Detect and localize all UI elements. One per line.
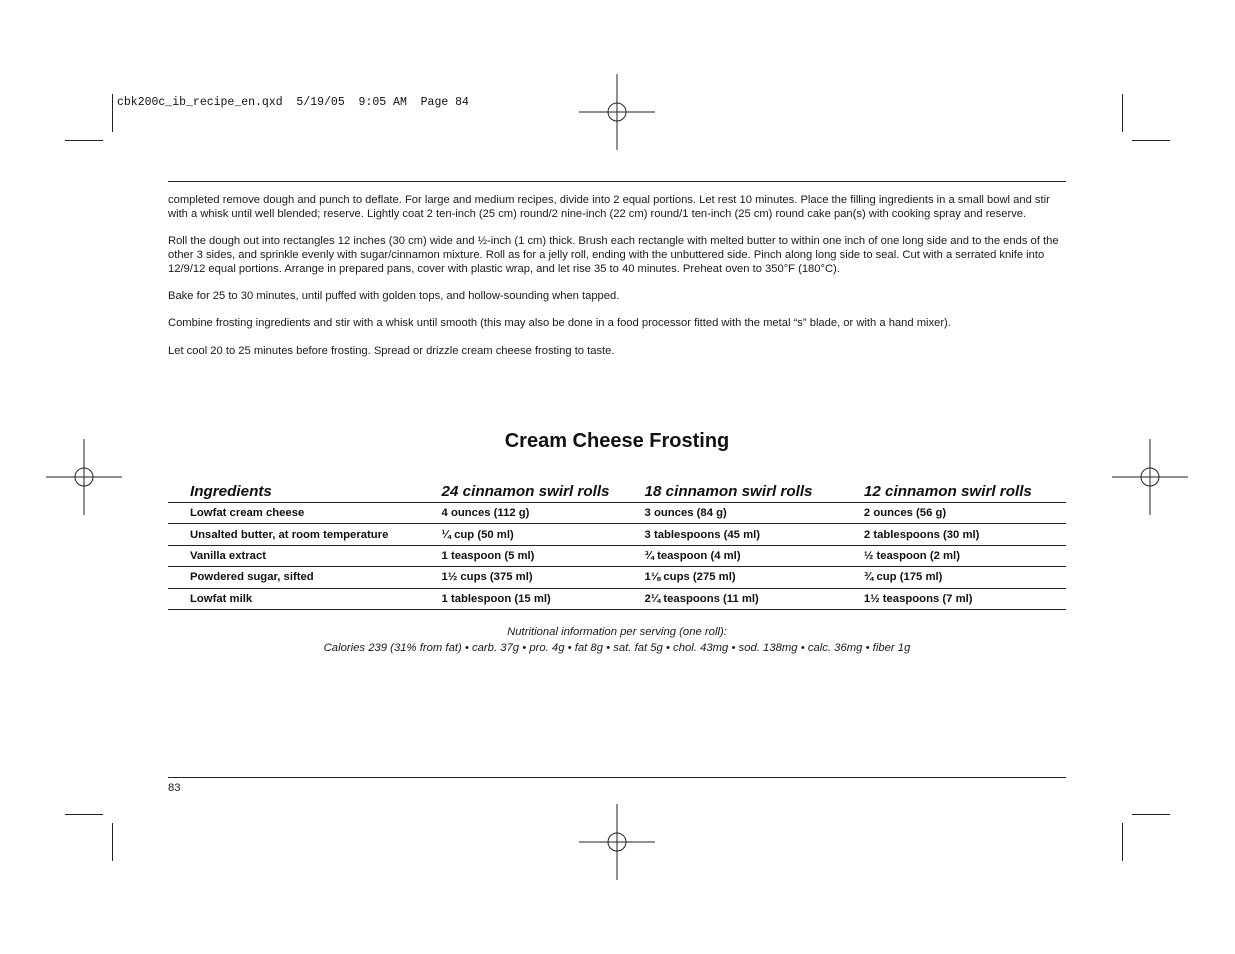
column-header: Ingredients: [168, 478, 442, 503]
table-header-row: [168, 478, 1066, 503]
instruction-paragraph: completed remove dough and punch to deflate. For large and medium recipes, divide into 2 equal portions. Let rest 10 minutes. Place the filling ingredients in a small bowl and stir with a whisk until well blended; reserve. Lightly coat 2 ten-inch (25 cm) round/2 nine-inch (22 cm) round/1 ten-inch (25 cm) round cake pan(s) with cooking spray and reserve.: [168, 194, 1050, 220]
registration-mark-bottom: [579, 804, 655, 880]
amount-12: ¾ cup (175 ml): [864, 567, 1066, 588]
ingredient-name: Unsalted butter, at room temperature: [168, 524, 442, 545]
amount-24: 4 ounces (112 g): [442, 503, 645, 524]
footer-rule: [168, 777, 1066, 778]
amount-12: 2 tablespoons (30 ml): [864, 524, 1066, 545]
ingredient-name: Lowfat cream cheese: [168, 503, 442, 524]
registration-mark-right: [1112, 439, 1188, 515]
amount-12: 2 ounces (56 g): [864, 503, 1066, 524]
ingredient-name: Lowfat milk: [168, 588, 442, 609]
registration-mark-left: [46, 439, 122, 515]
amount-18: 3 tablespoons (45 ml): [645, 524, 864, 545]
amount-18: 2¼ teaspoons (11 ml): [645, 588, 864, 609]
table-row: [168, 545, 1066, 566]
amount-24: ¼ cup (50 ml): [442, 524, 645, 545]
amount-12: ½ teaspoon (2 ml): [864, 545, 1066, 566]
table-row: [168, 503, 1066, 524]
instruction-paragraph: Combine frosting ingredients and stir with a whisk until smooth (this may also be done in a food processor fitted with the metal “s” blade, or with a hand mixer).: [168, 317, 951, 330]
ingredient-name: Powdered sugar, sifted: [168, 567, 442, 588]
nutrition-info: [168, 624, 1066, 656]
page-number: 83: [168, 782, 181, 794]
table-row: [168, 567, 1066, 588]
recipe-instructions: [168, 194, 1068, 372]
registration-mark-top: [579, 74, 655, 150]
amount-18: 1⅛ cups (275 ml): [645, 567, 864, 588]
amount-24: 1 teaspoon (5 ml): [442, 545, 645, 566]
nutrition-title: Nutritional information per serving (one roll):: [507, 626, 727, 638]
amount-18: 3 ounces (84 g): [645, 503, 864, 524]
amount-24: 1 tablespoon (15 ml): [442, 588, 645, 609]
instruction-paragraph: Let cool 20 to 25 minutes before frosting. Spread or drizzle cream cheese frosting to taste.: [168, 344, 615, 357]
printer-slug: cbk200c_ib_recipe_en.qxd 5/19/05 9:05 AM Page 84: [117, 96, 469, 109]
section-heading: Cream Cheese Frosting: [504, 430, 730, 452]
instruction-paragraph: Bake for 25 to 30 minutes, until puffed with golden tops, and hollow-sounding when tapped.: [168, 289, 620, 302]
nutrition-values: Calories 239 (31% from fat) • carb. 37g • pro. 4g • fat 8g • sat. fat 5g • chol. 43mg • sod. 138mg • calc. 36mg • fiber 1g: [323, 642, 911, 654]
ingredients-table: [168, 478, 1066, 610]
amount-12: 1½ teaspoons (7 ml): [864, 588, 1066, 609]
column-header: 12 cinnamon swirl rolls: [864, 478, 1066, 503]
table-row: [168, 588, 1066, 609]
instruction-paragraph: Roll the dough out into rectangles 12 inches (30 cm) wide and ½-inch (1 cm) thick. Brush each rectangle with melted butter to within one inch of one long side and to the ends of the other 3 sides, and sprinkle evenly with sugar/cinnamon mixture. Roll as for a jelly roll, ending with the unbuttered side. Pinch along long side to seal. Cut with a serrated knife into 12/9/12 equal portions. Arrange in prepared pans, cover with plastic wrap, and let rise 35 to 40 minutes. Preheat oven to 350°F (180°C).: [168, 235, 1059, 275]
table-row: [168, 524, 1066, 545]
amount-24: 1½ cups (375 ml): [442, 567, 645, 588]
ingredient-name: Vanilla extract: [168, 545, 442, 566]
column-header: 18 cinnamon swirl rolls: [645, 478, 864, 503]
amount-18: ¾ teaspoon (4 ml): [645, 545, 864, 566]
header-rule: [168, 181, 1066, 182]
column-header: 24 cinnamon swirl rolls: [442, 478, 645, 503]
